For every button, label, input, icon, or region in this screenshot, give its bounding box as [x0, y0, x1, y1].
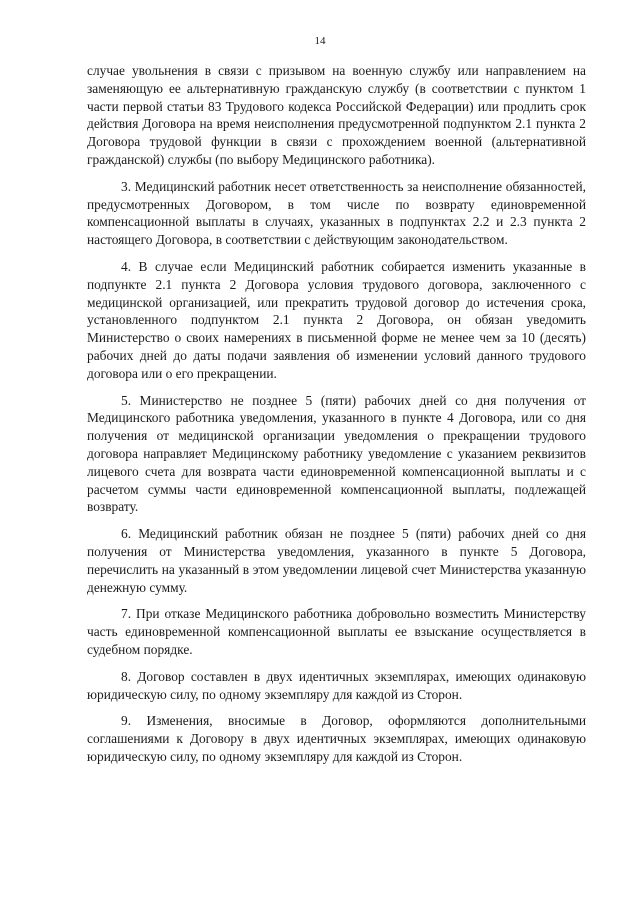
document-body: [87, 62, 586, 775]
paragraph-6: 6. Медицинский работник обязан не позднее 5 (пяти) рабочих дней со дня получения от Министерства уведомления, указанного в пункте 5 Договора, перечислить на указанный в этом уведомлении лицевой счет Министерства указанную денежную сумму.: [87, 526, 586, 595]
paragraph-8: 8. Договор составлен в двух идентичных экземплярах, имеющих одинаковую юридическую силу, по одному экземпляру для каждой из Сторон.: [87, 668, 586, 702]
paragraph-7: 7. При отказе Медицинского работника добровольно возместить Министерству часть единовременной компенсационной выплаты ее взыскание осуществляется в судебном порядке.: [87, 606, 586, 657]
paragraph-4: 4. В случае если Медицинский работник собирается изменить указанные в подпункте 2.1 пункта 2 Договора условия трудового договора, заключенного с медицинской организацией, или прекратить трудовой договор до истечения срока, установленного подпунктом 2.1 пункта 2 Договора, он обязан уведомить Министерство о своих намерениях в письменной форме не менее чем за 10 (десять) рабочих дней до даты подачи заявления об изменении условий данного трудового договора или о его прекращении.: [87, 258, 586, 381]
paragraph-3: 3. Медицинский работник несет ответственность за неисполнение обязанностей, предусмотренных Договором, в том числе по возврату единовременной компенсационной выплаты в случаях, указанных в подпунктах 2.2 и 2.3 пункта 2 настоящего Договора, в соответствии с действующим законодательством.: [87, 178, 586, 248]
paragraph-continuation: случае увольнения в связи с призывом на военную службу или направлением на заменяющую ее альтернативную гражданскую службу (в соответствии с пунктом 1 части первой статьи 83 Трудового кодекса Российской Федерации) или продлить срок действия Договора на время неисполнения предусмотренной подпунктом 2.1 пункта 2 Договора трудовой функции в связи с прохождением военной (альтернативной гражданской) службы (по выбору Медицинского работника).: [87, 63, 586, 167]
paragraph-9: 9. Изменения, вносимые в Договор, оформляются дополнительными соглашениями к Договору в двух идентичных экземплярах, имеющих одинаковую юридическую силу, по одному экземпляру для каждой из Сторон.: [87, 713, 586, 764]
paragraph-5: 5. Министерство не позднее 5 (пяти) рабочих дней со дня получения от Медицинского работника уведомления, указанного в пункте 4 Договора, или со дня получения от медицинской организации уведомления о прекращении трудового договора направляет Медицинскому работнику уведомление с указанием реквизитов лицевого счета для возврата части единовременной компенсационной выплаты и с расчетом суммы части единовременной компенсационной выплаты, подлежащей возврату.: [87, 392, 586, 515]
page-number: 14: [314, 35, 326, 47]
